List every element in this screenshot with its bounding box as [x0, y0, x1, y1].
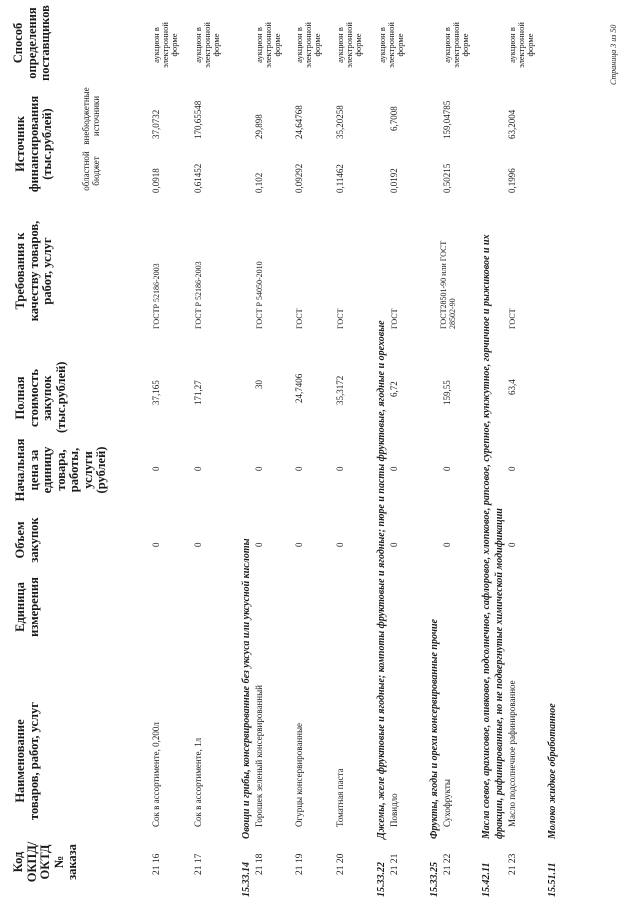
- header-method: Способ определения поставщиков: [11, 5, 52, 81]
- row-method: аукцион в электронной форме: [294, 22, 323, 68]
- page-number: Страница 3 из 50: [609, 24, 618, 85]
- row-requirements: ГОСТ: [336, 308, 345, 329]
- row-funding-extra: 24,64768: [294, 105, 304, 139]
- row-total: 35,3172: [335, 375, 345, 405]
- row-price: 0: [389, 466, 399, 471]
- row-number: 21 19: [295, 853, 305, 875]
- section-title-continued: фракции, рафинированные, но не подвергнутые химической модификации: [494, 508, 505, 839]
- header-funding-regional: областной бюджет: [81, 151, 101, 191]
- row-number: 21 18: [255, 853, 265, 875]
- section-code: 15.33.22: [376, 862, 387, 897]
- row-price: 0: [254, 466, 264, 471]
- row-method: аукцион в электронной форме: [193, 22, 222, 68]
- row-number: 21 17: [194, 853, 204, 875]
- row-volume: 0: [294, 542, 304, 547]
- row-volume: 0: [335, 542, 345, 547]
- row-funding-extra: 170,65548: [193, 100, 203, 139]
- header-price: Начальная цена за единицу товара, работы, услуги (рублей): [13, 438, 108, 502]
- row-volume: 0: [389, 542, 399, 547]
- header-volume: Объем закупок: [13, 517, 41, 563]
- row-number: 21 16: [152, 853, 162, 875]
- row-name: Сок в ассортименте, 0,200л: [151, 722, 161, 827]
- row-name: Томатная паста: [335, 768, 345, 827]
- row-requirements: ГОСТ Р 54050-2010: [255, 261, 264, 329]
- row-method: аукцион в электронной форме: [442, 22, 471, 68]
- row-total: 6,72: [389, 381, 399, 397]
- row-method: аукцион в электронной форме: [254, 22, 283, 68]
- row-price: 0: [507, 466, 517, 471]
- row-price: 0: [294, 466, 304, 471]
- row-name: Масло подсолнечное рафинированное: [507, 680, 517, 827]
- row-price: 0: [442, 466, 452, 471]
- row-total: 159,55: [442, 380, 452, 405]
- row-total: 37,165: [151, 380, 161, 405]
- row-volume: 0: [193, 542, 203, 547]
- row-funding-regional: 0,11462: [335, 164, 345, 193]
- section-title: Джемы, желе фруктовые и ягодные; компоты фруктовые и ягодные; пюре и пасты фруктовые, ягодные и ореховые: [376, 320, 387, 839]
- section-title: Овощи и грибы, консервированные без уксуса или уксусной кислоты: [241, 538, 252, 839]
- row-method: аукцион в электронной форме: [151, 22, 180, 68]
- header-total: Полная стоимость закупок (тыс.рублей): [13, 361, 68, 433]
- row-funding-extra: 37,0732: [151, 109, 161, 139]
- row-price: 0: [335, 466, 345, 471]
- row-funding-extra: 63,2004: [507, 109, 517, 139]
- row-name: Огурцы консервированные: [294, 722, 304, 827]
- section-title: Масла соевое, арахисовое, оливковое, подсолнечное, сафлоровое, хлопковое, рапсовое, сурепное, кунжутное, горчичное и рыжиковое и их: [481, 234, 492, 839]
- row-volume: 0: [442, 542, 452, 547]
- row-name: Сок в ассортименте, 1л: [193, 737, 203, 827]
- row-funding-regional: 0,09292: [294, 163, 304, 193]
- row-total: 63,4: [507, 379, 517, 395]
- row-funding-extra: 35,20258: [335, 105, 345, 139]
- row-number: 21 20: [336, 853, 346, 875]
- row-requirements: ГОСТ: [295, 308, 304, 329]
- header-code: Код ОКПД/ ОКТД № заказа: [11, 841, 79, 883]
- row-total: 171,27: [193, 380, 203, 405]
- row-name: Сухофрукты: [442, 779, 452, 827]
- row-price: 0: [151, 466, 161, 471]
- row-funding-regional: 0,50215: [442, 163, 452, 193]
- row-name: Горошек зеленый консервированный: [254, 685, 264, 827]
- row-requirements: ГОСТ: [390, 308, 399, 329]
- row-volume: 0: [507, 542, 517, 547]
- header-unit: Единица измерения: [13, 577, 41, 637]
- row-volume: 0: [151, 542, 161, 547]
- row-funding-regional: 0,0918: [151, 168, 161, 193]
- row-funding-regional: 0,61452: [193, 163, 203, 193]
- row-method: аукцион в электронной форме: [507, 22, 536, 68]
- row-number: 21 23: [508, 853, 518, 875]
- row-requirements: ГОСТР 52186-2003: [152, 263, 161, 329]
- section-code: 15.42.11: [481, 862, 492, 897]
- header-funding-extra: внебюджетные источники: [81, 87, 101, 145]
- row-requirements: ГОСТ Р 52186-2003: [194, 261, 203, 329]
- header-name: Наименование товаров, работ, услуг: [13, 702, 41, 820]
- row-requirements: ГОСТ: [508, 308, 517, 329]
- row-funding-extra: 159,04785: [442, 100, 452, 139]
- row-volume: 0: [254, 542, 264, 547]
- row-funding-extra: 29,898: [254, 114, 264, 139]
- row-number: 21 21: [390, 853, 400, 875]
- row-requirements: ГОСТ28501-90 или ГОСТ 28502-90: [439, 240, 457, 329]
- row-total: 30: [254, 380, 264, 389]
- header-funding: Источник финансирования (тыс.рублей): [13, 95, 54, 193]
- row-total: 24,7406: [294, 373, 304, 403]
- row-method: аукцион в электронной форме: [335, 22, 364, 68]
- section-title: Фрукты, ягоды и орехи консервированные прочие: [429, 619, 440, 839]
- row-method: аукцион в электронной форме: [377, 22, 406, 68]
- section-code: 15.33.25: [429, 862, 440, 897]
- row-funding-regional: 0,0192: [389, 168, 399, 193]
- section-code: 15.33.14: [241, 862, 252, 897]
- section-title: Молоко жидкое обработанное: [547, 703, 558, 839]
- section-code: 15.51.11: [547, 862, 558, 897]
- row-number: 21 22: [443, 853, 453, 875]
- row-price: 0: [193, 466, 203, 471]
- row-funding-extra: 6,7008: [389, 106, 399, 131]
- row-funding-regional: 0,102: [254, 172, 264, 193]
- row-name: Повидло: [389, 793, 399, 827]
- row-funding-regional: 0,1996: [507, 168, 517, 193]
- header-requirements: Требования к качеству товаров, работ, услуг: [13, 220, 54, 322]
